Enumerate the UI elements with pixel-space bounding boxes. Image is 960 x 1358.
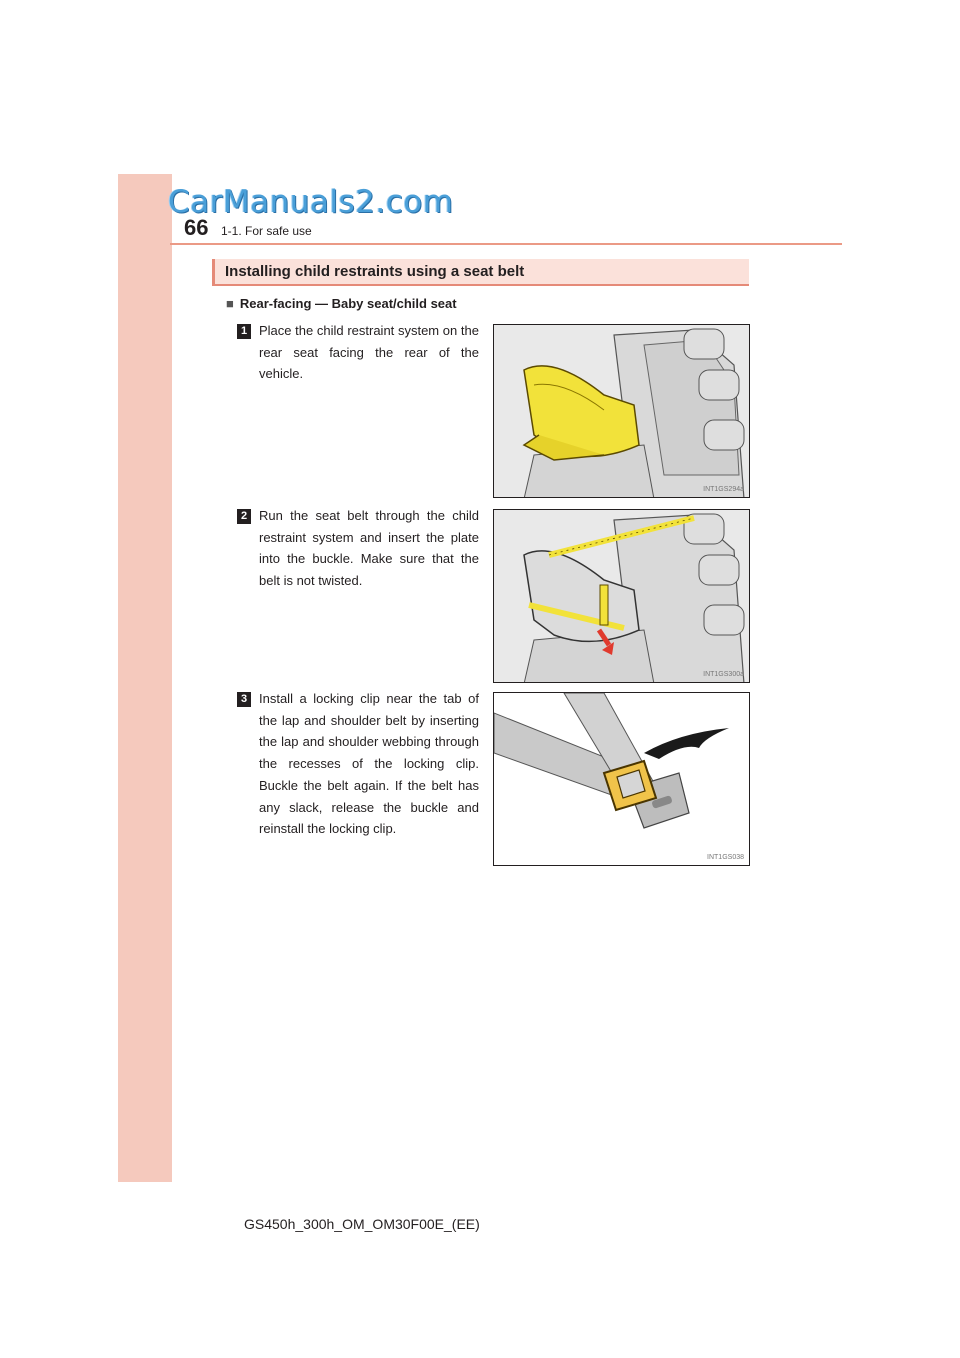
step-1-text: Place the child restraint system on the rear seat facing the rear of the vehicle. <box>259 323 479 382</box>
subheading <box>226 296 457 311</box>
step-1-badge: 1 <box>237 324 251 339</box>
header-divider <box>170 243 842 245</box>
figure-1-code: INT1GS294a <box>703 486 744 493</box>
step-2-badge: 2 <box>237 509 251 524</box>
document-code-footer: GS450h_300h_OM_OM30F00E_(EE) <box>244 1216 480 1232</box>
step-2-figure <box>493 509 750 683</box>
locking-clip-illustration <box>494 693 750 866</box>
step-3-text: Install a locking clip near the tab of the lap and shoulder belt by inserting the lap and shoulder webbing through the recesses of the locking clip. Buckle the belt again. If the belt has any slack, release the buckle and reinstall the locking clip. <box>259 691 479 837</box>
step-1-figure <box>493 324 750 498</box>
step-2-text: Run the seat belt through the child restraint system and insert the plate into the buckle. Make sure that the belt is not twisted. <box>259 508 479 589</box>
figure-3-code: INT1GS038 <box>707 854 744 861</box>
square-bullet-icon: ■ <box>226 296 234 311</box>
section-heading-text: Installing child restraints using a seat belt <box>225 263 525 280</box>
step-3-figure <box>493 692 750 866</box>
subheading-text: Rear-facing — Baby seat/child seat <box>239 296 457 311</box>
section-heading <box>212 259 749 286</box>
figure-2-code: INT1GS300a <box>703 671 744 678</box>
step-3-badge: 3 <box>237 692 251 707</box>
page-number: 66 <box>184 215 209 240</box>
seat-belt-routing-illustration <box>494 510 750 683</box>
rear-facing-seat-illustration <box>494 325 750 498</box>
side-tab-band <box>118 174 172 1182</box>
section-title: 1-1. For safe use <box>221 224 312 238</box>
watermark-logo: CarManuals2.com <box>168 184 454 220</box>
